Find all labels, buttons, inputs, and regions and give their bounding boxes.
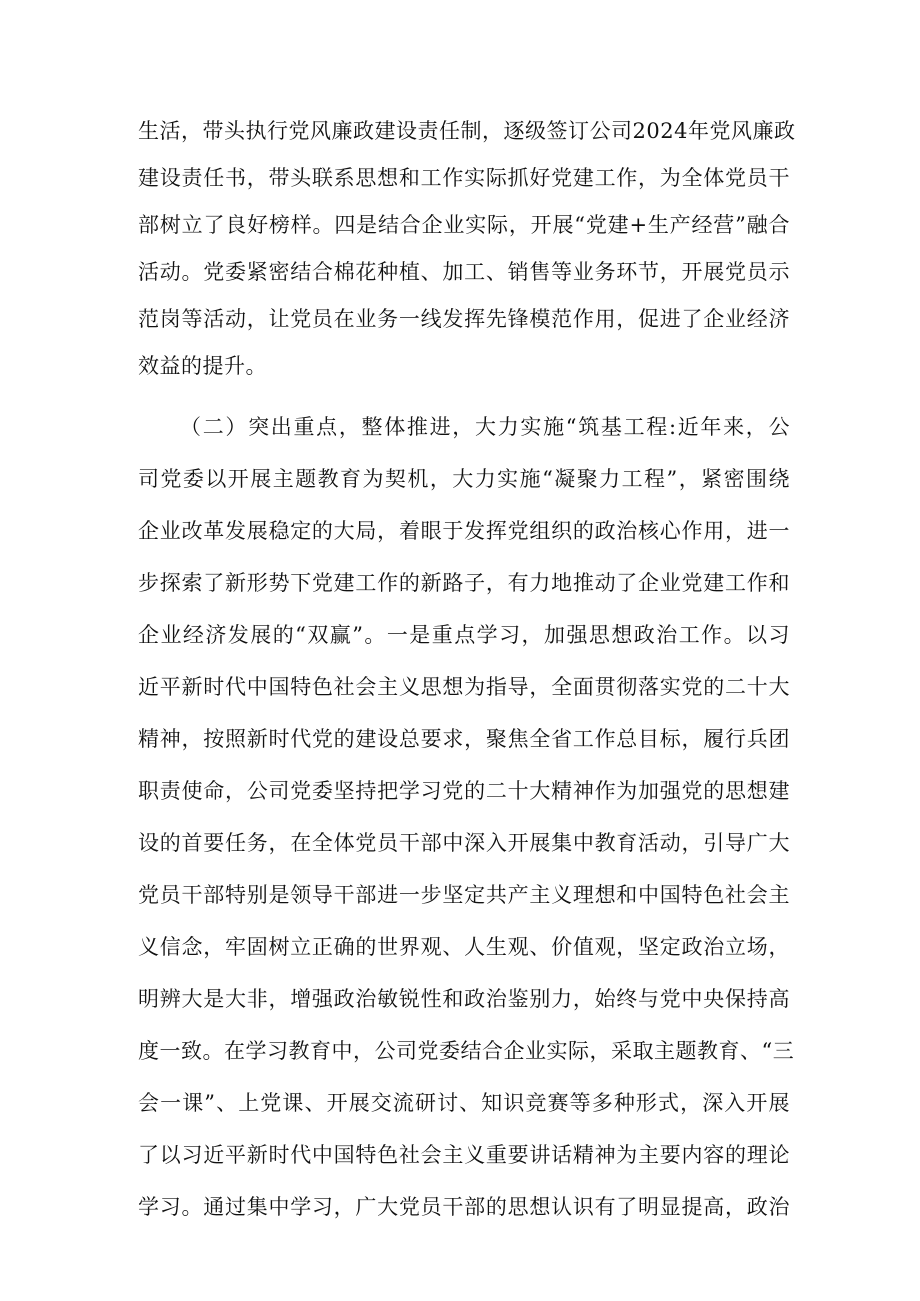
paragraph-2-line: 义信念，牢固树立正确的世界观、人生观、价值观，坚定政治立场，	[138, 935, 790, 959]
paragraph-2-line: 司党委以开展主题教育为契机，大力实施“凝聚力工程”，紧密围绕	[138, 467, 790, 491]
paragraph-2-line: 明辨大是大非，增强政治敏锐性和政治鉴别力，始终与党中央保持高	[138, 987, 790, 1011]
paragraph-2-line: 步探索了新形势下党建工作的新路子，有力地推动了企业党建工作和	[138, 571, 790, 595]
paragraph-2-line: 精神，按照新时代党的建设总要求，聚焦全省工作总目标，履行兵团	[138, 727, 790, 751]
paragraph-2-line: 近平新时代中国特色社会主义思想为指导，全面贯彻落实党的二十大	[138, 675, 790, 699]
paragraph-2-first-line: （二）突出重点，整体推进，大力实施“筑基工程:近年来，公	[180, 415, 790, 439]
paragraph-1-line: 范岗等活动，让党员在业务一线发挥先锋模范作用，促进了企业经济	[138, 307, 790, 331]
paragraph-2-line: 会一课”、上党课、开展交流研讨、知识竞赛等多种形式，深入开展	[138, 1091, 790, 1115]
paragraph-1-line: 生活，带头执行党风廉政建设责任制，逐级签订公司2024年党风廉政	[138, 119, 796, 143]
paragraph-1-last-line: 效益的提升。	[138, 354, 267, 378]
paragraph-2-line: 设的首要任务，在全体党员干部中深入开展集中教育活动，引导广大	[138, 831, 790, 855]
paragraph-2-line: 职责使命，公司党委坚持把学习党的二十大精神作为加强党的思想建	[138, 779, 790, 803]
paragraph-1-line: 建设责任书，带头联系思想和工作实际抓好党建工作，为全体党员干	[138, 166, 790, 190]
paragraph-2-line: 企业经济发展的“双赢”。一是重点学习，加强思想政治工作。以习	[138, 623, 790, 647]
paragraph-2-line: 了以习近平新时代中国特色社会主义重要讲话精神为主要内容的理论	[138, 1143, 790, 1167]
paragraph-2-line: 度一致。在学习教育中，公司党委结合企业实际，采取主题教育、“三	[138, 1039, 795, 1063]
paragraph-2-line: 学习。通过集中学习，广大党员干部的思想认识有了明显提高，政治	[138, 1195, 790, 1219]
paragraph-1-line: 活动。党委紧密结合棉花种植、加工、销售等业务环节，开展党员示	[138, 260, 790, 284]
paragraph-2-line: 党员干部特别是领导干部进一步坚定共产主义理想和中国特色社会主	[138, 883, 790, 907]
paragraph-1-line: 部树立了良好榜样。四是结合企业实际，开展“党建+生产经营”融合	[138, 213, 790, 237]
paragraph-2-line: 企业改革发展稳定的大局，着眼于发挥党组织的政治核心作用，进一	[138, 519, 790, 543]
